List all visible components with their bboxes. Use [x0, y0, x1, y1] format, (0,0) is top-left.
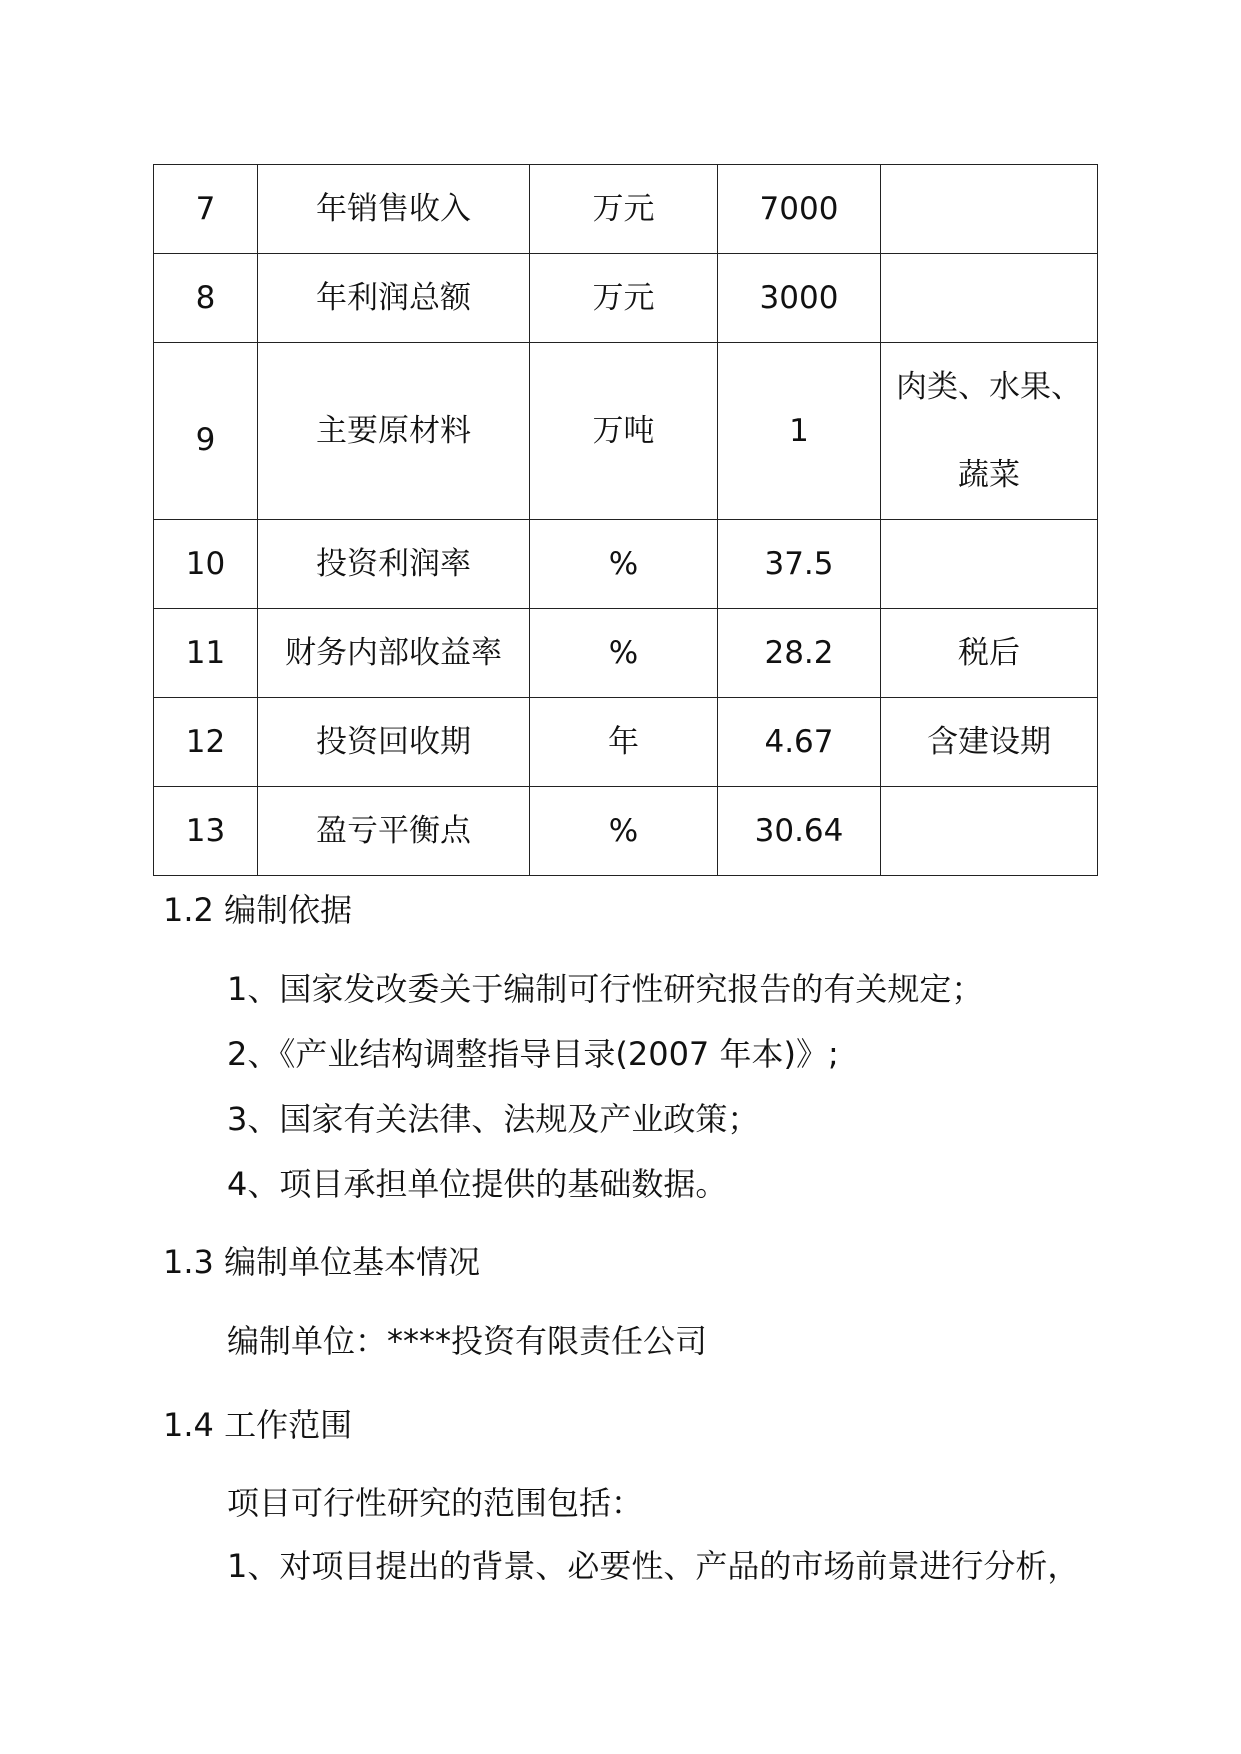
- row-value: 3000: [718, 254, 881, 343]
- list-item: 1、对项目提出的背景、必要性、产品的市场前景进行分析，: [227, 1547, 1080, 1585]
- row-number: 11: [154, 609, 258, 698]
- row-number: 8: [154, 254, 258, 343]
- row-item: 盈亏平衡点: [258, 787, 530, 876]
- row-unit: 万元: [530, 254, 718, 343]
- row-item: 年利润总额: [258, 254, 530, 343]
- row-note: [881, 254, 1098, 343]
- table-row: [154, 787, 1098, 876]
- row-number: 10: [154, 520, 258, 609]
- row-value: 7000: [718, 165, 881, 254]
- section-heading-1-2: 1.2 编制依据: [163, 891, 353, 929]
- compiler-unit-text: 编制单位：****投资有限责任公司: [227, 1322, 708, 1360]
- row-unit: 万元: [530, 165, 718, 254]
- row-item: 投资回收期: [258, 698, 530, 787]
- table-row: [154, 520, 1098, 609]
- row-note: [881, 165, 1098, 254]
- row-value: 30.64: [718, 787, 881, 876]
- row-note: 肉类、水果、蔬菜: [881, 343, 1098, 520]
- row-item: 投资利润率: [258, 520, 530, 609]
- list-item: 4、项目承担单位提供的基础数据。: [227, 1165, 728, 1203]
- row-unit: %: [530, 520, 718, 609]
- row-number: 7: [154, 165, 258, 254]
- row-unit: %: [530, 787, 718, 876]
- row-item: 财务内部收益率: [258, 609, 530, 698]
- row-note: [881, 520, 1098, 609]
- indicator-table: [153, 164, 1098, 876]
- row-note: 税后: [881, 609, 1098, 698]
- row-number: 12: [154, 698, 258, 787]
- table-row: [154, 254, 1098, 343]
- row-unit: %: [530, 609, 718, 698]
- list-item: 3、国家有关法律、法规及产业政策；: [227, 1100, 760, 1138]
- list-item: 1、国家发改委关于编制可行性研究报告的有关规定；: [227, 970, 984, 1008]
- table-row: [154, 609, 1098, 698]
- row-value: 1: [718, 343, 881, 520]
- table-row: [154, 165, 1098, 254]
- section-heading-1-3: 1.3 编制单位基本情况: [163, 1243, 481, 1281]
- row-item: 年销售收入: [258, 165, 530, 254]
- scope-intro: 项目可行性研究的范围包括：: [227, 1484, 644, 1522]
- section-heading-1-4: 1.4 工作范围: [163, 1406, 353, 1444]
- row-item: 主要原材料: [258, 343, 530, 520]
- row-unit: 万吨: [530, 343, 718, 520]
- table-row: [154, 698, 1098, 787]
- row-value: 4.67: [718, 698, 881, 787]
- row-number: 13: [154, 787, 258, 876]
- row-value: 37.5: [718, 520, 881, 609]
- row-unit: 年: [530, 698, 718, 787]
- list-item: 2、《产业结构调整指导目录(2007 年本)》;: [227, 1035, 839, 1073]
- row-number: 9: [154, 343, 258, 520]
- table-row: [154, 343, 1098, 520]
- row-value: 28.2: [718, 609, 881, 698]
- row-note: [881, 787, 1098, 876]
- row-note: 含建设期: [881, 698, 1098, 787]
